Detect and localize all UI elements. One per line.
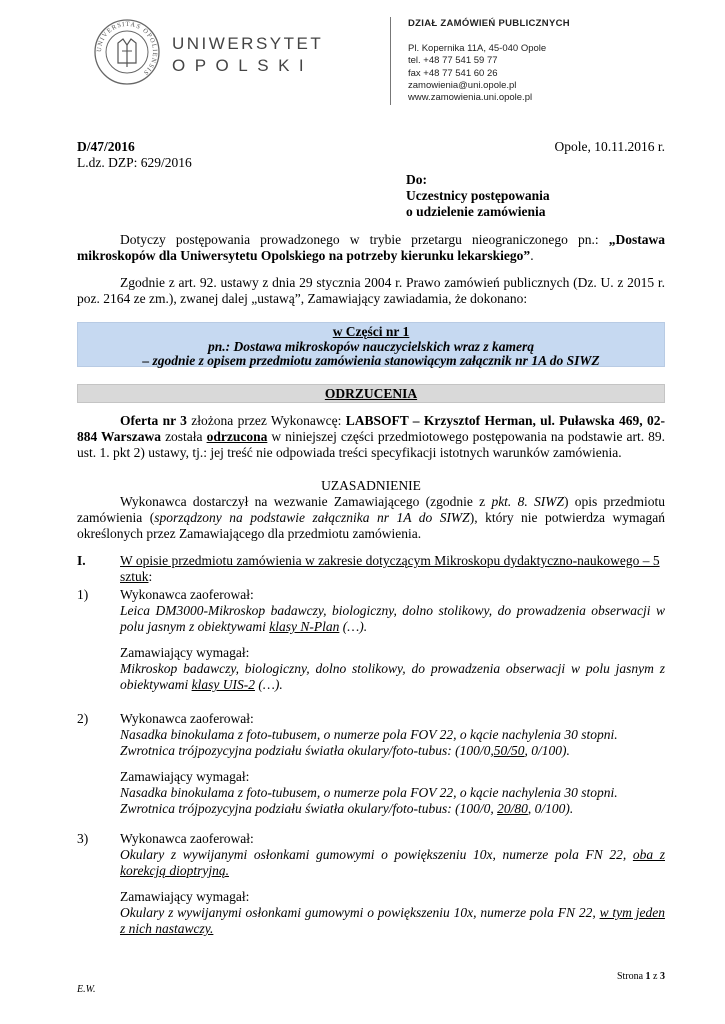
- part-box: [77, 322, 665, 367]
- university-seal-logo: [94, 19, 160, 85]
- part-number: w Części nr 1: [332, 324, 410, 339]
- page-indicator: [617, 971, 665, 982]
- required-line-2-part: Zwrotnica trójpozycyjna podziału światła okulary/foto-tubus: (100/0,: [120, 801, 498, 816]
- offered-line-2: [120, 743, 665, 759]
- item-2-required: [120, 769, 665, 817]
- department-email[interactable]: zamowienia@uni.opole.pl: [408, 79, 517, 91]
- legal-basis-text: Zgodnie z art. 92. ustawy z dnia 29 stycznia 2004 r. Prawo zamówień publicznych (Dz. U. z 2015 r. poz. 2164 ze zm.), zwanej dalej „ustawą”, Zamawiający zawiadamia, że dokonano:: [77, 275, 665, 306]
- required-underlined: w tym jeden z nich nastawczy.: [120, 905, 665, 936]
- university-name-line2: OPOLSKI: [172, 56, 314, 75]
- contractor-name: LABSOFT – Krzysztof Herman, ul. Puławska 469, 02-884 Warszawa: [77, 413, 665, 444]
- required-line-2: [120, 801, 665, 817]
- offered-underlined: 50/50: [493, 743, 525, 758]
- department-block: [408, 18, 570, 104]
- required-text-part: Mikroskop badawczy, biologiczny, dolno stolikowy, do prowadzenia obserwacji w polu jasnym z obiektywami: [120, 661, 665, 692]
- subject-text: Dotyczy postępowania prowadzonego w trybie przetargu nieograniczonego pn.:: [120, 232, 609, 247]
- offer-number: Oferta nr 3: [120, 413, 187, 428]
- offered-text-part: Leica DM3000-Mikroskop badawczy, biologiczny, dolno stolikowy, do prowadzenia obserwacji w polu jasnym z obiektywami: [120, 603, 665, 634]
- offer-rejection-paragraph: [77, 413, 665, 461]
- offer-text-3: w niniejszej części przedmiotowego postępowania na podstawie art. 89. ust. 1. pkt 2) ustawy, tj.: jej treść nie odpowiada treści specyfikacji istotnych warunków zamówienia.: [77, 429, 665, 460]
- place-date: Opole, 10.11.2016 r.: [554, 139, 665, 154]
- page-word: Strona: [616, 971, 644, 982]
- subject-paragraph: [77, 232, 665, 264]
- department-tel: tel. +48 77 541 59 77: [408, 55, 498, 67]
- required-text-part: Okulary z wywijanymi osłonkami gumowymi o powiększeniu 10x, numerze pola FN 22,: [120, 905, 600, 920]
- justification-text-2: ) opis przedmiotu zamówienia (: [77, 494, 666, 525]
- offered-label: Wykonawca zaoferował:: [120, 587, 254, 602]
- offered-line-2-end: , 0/100).: [524, 743, 570, 758]
- page-of: z: [653, 971, 658, 982]
- offer-text-1: złożona przez Wykonawcę:: [186, 413, 346, 428]
- offered-underlined: oba z korekcją dioptryjną.: [120, 847, 665, 878]
- reference-number: D/47/2016: [77, 139, 135, 154]
- header-divider: [390, 17, 391, 105]
- decision-box: ODRZUCENIA: [77, 384, 665, 403]
- addressee-label: Do:: [406, 172, 427, 187]
- department-fax: fax +48 77 541 60 26: [408, 67, 498, 79]
- item-number: 3): [77, 831, 89, 846]
- required-line-1: Nasadka binokulama z foto-tubusem, o numerze pola FOV 22, o kącie nachylenia 30 stopni.: [120, 785, 618, 800]
- justification-text-3: ), który nie potwierdza wymagań określonych przez Zamawiającego dla przedmiotu zamówienia.: [77, 510, 665, 541]
- required-text-end: (…).: [254, 677, 283, 692]
- item-2-offered: [120, 711, 665, 759]
- offered-text-part: Okulary z wywijanymi osłonkami gumowymi o powiększeniu 10x, numerze pola FN 22,: [120, 847, 633, 862]
- item-number: 2): [77, 711, 89, 726]
- offer-text-2: została: [161, 429, 207, 444]
- university-wordmark: [172, 33, 323, 77]
- addressee-line2: o udzielenie zamówienia: [406, 204, 546, 219]
- justification-ref-1: pkt. 8. SIWZ: [491, 494, 564, 509]
- item-3-offered: [120, 831, 665, 879]
- legal-basis-paragraph: [77, 275, 665, 307]
- offered-text: [120, 847, 665, 879]
- offered-text: [120, 603, 665, 635]
- item-1-offered: [120, 587, 665, 635]
- item-number: 1): [77, 587, 89, 602]
- offered-underlined: klasy N-Plan: [269, 619, 340, 634]
- department-website[interactable]: www.zamowienia.uni.opole.pl: [408, 92, 533, 104]
- department-title: DZIAŁ ZAMÓWIEŃ PUBLICZNYCH: [408, 18, 570, 29]
- required-label: Zamawiający wymagał:: [120, 889, 250, 904]
- subject-end: .: [530, 248, 534, 263]
- subject-title: „Dostawa mikroskopów dla Uniwersytetu Opolskiego na potrzeby kierunku lekarskiego”: [77, 232, 665, 263]
- reference-ldz: L.dz. DZP: 629/2016: [77, 155, 192, 170]
- page-number: 1: [645, 971, 651, 982]
- author-initials: E.W.: [77, 984, 96, 995]
- university-name-line1: UNIWERSYTET: [172, 34, 324, 53]
- offered-line-2-part: Zwrotnica trójpozycyjna podziału światła okulary/foto-tubus: (100/0,: [120, 743, 494, 758]
- required-line-2-end: , 0/100).: [527, 801, 574, 816]
- required-underlined: klasy UIS-2: [191, 677, 255, 692]
- offered-line-1: Nasadka binokulama z foto-tubusem, o numerze pola FOV 22, o kącie nachylenia 30 stopni.: [120, 727, 618, 742]
- seal-text: UNIVERSITAS OPOLIENSIS: [95, 20, 159, 77]
- required-label: Zamawiający wymagał:: [120, 645, 250, 660]
- justification-title: UZASADNIENIE: [321, 478, 421, 493]
- reference-block: [77, 139, 192, 171]
- required-underlined: 20/80: [497, 801, 528, 816]
- part-description: – zgodnie z opisem przedmiotu zamówienia stanowiącym załącznik nr 1A do SIWZ: [142, 353, 600, 368]
- section-heading: W opisie przedmiotu zamówienia w zakresie dotyczącym Mikroskopu dydaktyczno-naukowego – 5 sztuk:: [120, 553, 660, 584]
- offered-text-end: (…).: [339, 619, 368, 634]
- addressee-block: [406, 172, 550, 220]
- section-number: I.: [77, 553, 86, 568]
- required-text: [120, 661, 665, 693]
- rejected-word: odrzucona: [206, 429, 268, 444]
- offered-label: Wykonawca zaoferował:: [120, 711, 254, 726]
- justification-ref-2: sporządzony na podstawie załącznika nr 1A do SIWZ: [154, 510, 470, 525]
- required-text: [120, 905, 665, 937]
- justification-text-1: Wykonawca dostarczył na wezwanie Zamawiającego (zgodnie z: [120, 494, 492, 509]
- justification-paragraph: [77, 494, 665, 542]
- required-label: Zamawiający wymagał:: [120, 769, 250, 784]
- part-name: pn.: Dostawa mikroskopów nauczycielskich wraz z kamerą: [208, 338, 534, 354]
- addressee-line1: Uczestnicy postępowania: [406, 188, 550, 203]
- item-3-required: [120, 889, 665, 937]
- offered-label: Wykonawca zaoferował:: [120, 831, 254, 846]
- section-text: W opisie przedmiotu zamówienia w zakresie dotyczącym Mikroskopu dydaktyczno-naukowego – 5 sztuk: [120, 553, 660, 584]
- department-address: Pl. Kopernika 11A, 45-040 Opole: [408, 43, 547, 54]
- page-total: 3: [660, 971, 665, 982]
- item-1-required: [120, 645, 665, 693]
